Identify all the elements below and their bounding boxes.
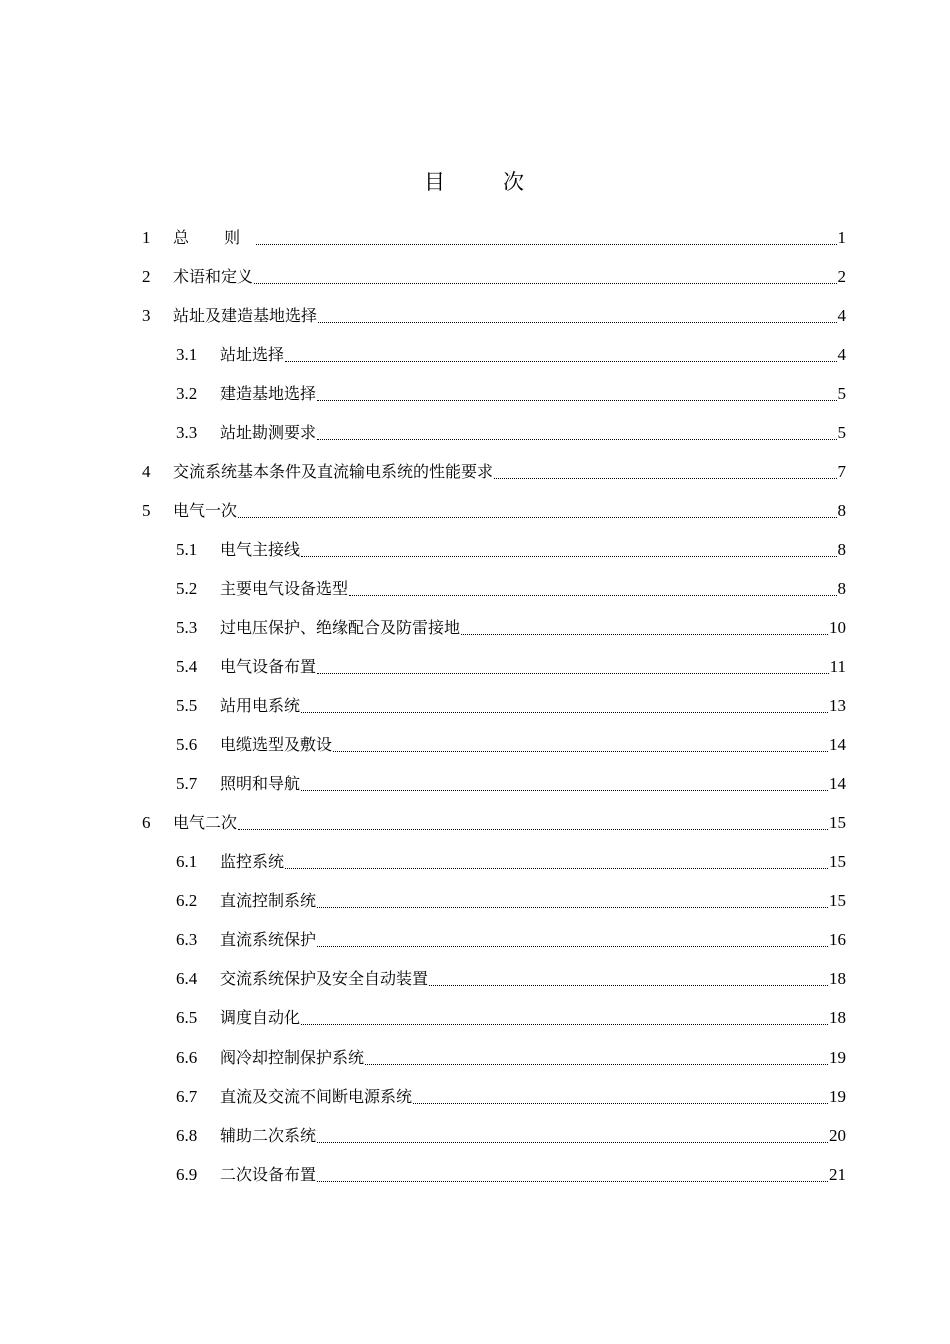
toc-entry-label: 电气主接线 <box>220 539 301 559</box>
toc-dot-leader <box>494 478 836 479</box>
toc-entry-page: 21 <box>829 1164 846 1184</box>
toc-entry-page: 18 <box>829 969 846 989</box>
toc-entry-page: 13 <box>829 696 846 716</box>
toc-entry-label: 二次设备布置 <box>220 1164 317 1184</box>
toc-entry[interactable] <box>0 921 950 960</box>
toc-entry-label: 站址勘测要求 <box>220 422 317 442</box>
toc-entry-page: 4 <box>837 305 846 325</box>
toc-dot-leader <box>317 400 836 401</box>
toc-dot-leader <box>254 283 836 284</box>
toc-entry-page: 5 <box>837 383 846 403</box>
toc-entry[interactable] <box>0 530 950 569</box>
toc-dot-leader <box>317 1142 828 1143</box>
toc-entry-label: 电气一次 <box>173 500 238 520</box>
toc-entry-number: 5.1 <box>176 539 198 559</box>
toc-entry-number: 5.6 <box>176 735 198 755</box>
toc-dot-leader <box>317 907 828 908</box>
toc-entry-label: 电气二次 <box>173 813 238 833</box>
toc-dot-leader <box>285 361 836 362</box>
toc-dot-leader <box>301 556 836 557</box>
toc-entry-label: 电气设备布置 <box>220 657 317 677</box>
toc-entry-page: 10 <box>829 617 846 637</box>
toc-entry-number: 6.7 <box>176 1086 198 1106</box>
title-char-2: 次 <box>503 170 526 194</box>
toc-entry-number: 2 <box>142 266 151 286</box>
toc-entry[interactable] <box>0 452 950 491</box>
toc-entry-number: 6.8 <box>176 1125 198 1145</box>
toc-entry[interactable] <box>0 335 950 374</box>
table-of-contents <box>0 218 950 1194</box>
toc-entry-label: 术语和定义 <box>173 266 254 286</box>
toc-entry-label: 直流及交流不间断电源系统 <box>220 1086 413 1106</box>
toc-dot-leader <box>238 517 836 518</box>
toc-entry[interactable] <box>0 296 950 335</box>
toc-entry-label: 站址选择 <box>220 344 285 364</box>
toc-entry-page: 8 <box>837 578 846 598</box>
toc-entry[interactable] <box>0 1116 950 1155</box>
toc-entry-number: 5.7 <box>176 774 198 794</box>
toc-entry-page: 5 <box>837 422 846 442</box>
toc-entry-page: 7 <box>837 461 846 481</box>
toc-entry-number: 5.4 <box>176 657 198 677</box>
toc-entry-page: 15 <box>829 891 846 911</box>
toc-dot-leader <box>317 673 829 674</box>
toc-entry[interactable] <box>0 1155 950 1194</box>
page-title <box>0 167 950 197</box>
toc-dot-leader <box>429 985 828 986</box>
toc-entry-number: 6 <box>142 813 151 833</box>
toc-entry-number: 4 <box>142 461 151 481</box>
toc-entry-number: 6.1 <box>176 852 198 872</box>
toc-entry-label: 直流系统保护 <box>220 930 317 950</box>
toc-entry[interactable] <box>0 491 950 530</box>
toc-entry-page: 11 <box>829 657 846 677</box>
toc-entry-label: 交流系统基本条件及直流输电系统的性能要求 <box>173 461 494 481</box>
toc-entry-page: 15 <box>829 852 846 872</box>
toc-entry[interactable] <box>0 843 950 882</box>
toc-entry-page: 18 <box>829 1008 846 1028</box>
toc-entry[interactable] <box>0 648 950 687</box>
toc-dot-leader <box>301 712 828 713</box>
toc-entry-label: 建造基地选择 <box>220 383 317 403</box>
toc-entry-label: 监控系统 <box>220 852 285 872</box>
toc-dot-leader <box>317 439 836 440</box>
toc-entry-number: 3.3 <box>176 422 198 442</box>
toc-entry[interactable] <box>0 374 950 413</box>
toc-entry-number: 1 <box>142 227 151 247</box>
toc-entry-label: 辅助二次系统 <box>220 1125 317 1145</box>
toc-entry[interactable] <box>0 960 950 999</box>
toc-entry-label: 站址及建造基地选择 <box>173 305 318 325</box>
title-char-1: 目 <box>424 170 447 194</box>
toc-entry-page: 19 <box>829 1086 846 1106</box>
toc-entry-page: 19 <box>829 1047 846 1067</box>
toc-entry-label: 电缆选型及敷设 <box>220 735 333 755</box>
toc-entry[interactable] <box>0 1077 950 1116</box>
toc-dot-leader <box>301 790 828 791</box>
toc-entry-label: 过电压保护、绝缘配合及防雷接地 <box>220 617 461 637</box>
toc-dot-leader <box>318 322 836 323</box>
toc-dot-leader <box>317 1181 828 1182</box>
toc-entry-page: 16 <box>829 930 846 950</box>
toc-dot-leader <box>461 634 828 635</box>
toc-entry[interactable] <box>0 413 950 452</box>
toc-entry-number: 5.2 <box>176 578 198 598</box>
toc-entry[interactable] <box>0 218 950 257</box>
toc-entry-number: 3 <box>142 305 151 325</box>
toc-dot-leader <box>238 829 828 830</box>
toc-entry[interactable] <box>0 765 950 804</box>
toc-entry-page: 14 <box>829 774 846 794</box>
toc-entry-page: 20 <box>829 1125 846 1145</box>
toc-entry-number: 6.9 <box>176 1164 198 1184</box>
toc-entry-label: 直流控制系统 <box>220 891 317 911</box>
toc-entry[interactable] <box>0 687 950 726</box>
toc-entry-page: 2 <box>837 266 846 286</box>
toc-entry-number: 6.5 <box>176 1008 198 1028</box>
toc-dot-leader <box>317 946 828 947</box>
toc-entry-number: 6.4 <box>176 969 198 989</box>
toc-entry[interactable] <box>0 999 950 1038</box>
toc-entry[interactable] <box>0 569 950 608</box>
toc-entry[interactable] <box>0 726 950 765</box>
toc-entry[interactable] <box>0 257 950 296</box>
toc-entry-label: 调度自动化 <box>220 1008 301 1028</box>
toc-entry-page: 1 <box>837 227 846 247</box>
toc-entry-label: 站用电系统 <box>220 696 301 716</box>
toc-entry-number: 6.2 <box>176 891 198 911</box>
toc-entry-number: 5.5 <box>176 696 198 716</box>
toc-entry[interactable] <box>0 882 950 921</box>
toc-entry-number: 6.6 <box>176 1047 198 1067</box>
toc-dot-leader <box>333 751 828 752</box>
toc-entry-label: 交流系统保护及安全自动装置 <box>220 969 429 989</box>
toc-entry-page: 8 <box>837 539 846 559</box>
toc-entry-label: 主要电气设备选型 <box>220 578 349 598</box>
toc-dot-leader <box>285 868 828 869</box>
toc-dot-leader <box>256 244 836 245</box>
toc-entry-page: 14 <box>829 735 846 755</box>
toc-entry-page: 4 <box>837 344 846 364</box>
toc-entry-page: 8 <box>837 500 846 520</box>
toc-dot-leader <box>301 1024 828 1025</box>
toc-dot-leader <box>349 595 836 596</box>
toc-entry-label: 阀冷却控制保护系统 <box>220 1047 365 1067</box>
toc-entry-number: 5.3 <box>176 617 198 637</box>
toc-entry-number: 3.1 <box>176 344 198 364</box>
toc-entry-number: 5 <box>142 500 151 520</box>
toc-entry[interactable] <box>0 804 950 843</box>
toc-entry-number: 6.3 <box>176 930 198 950</box>
toc-entry-label: 总 则 <box>173 227 256 247</box>
toc-dot-leader <box>365 1064 828 1065</box>
toc-entry-label: 照明和导航 <box>220 774 301 794</box>
toc-entry[interactable] <box>0 1038 950 1077</box>
toc-entry[interactable] <box>0 608 950 647</box>
toc-entry-number: 3.2 <box>176 383 198 403</box>
toc-entry-page: 15 <box>829 813 846 833</box>
toc-dot-leader <box>413 1103 828 1104</box>
